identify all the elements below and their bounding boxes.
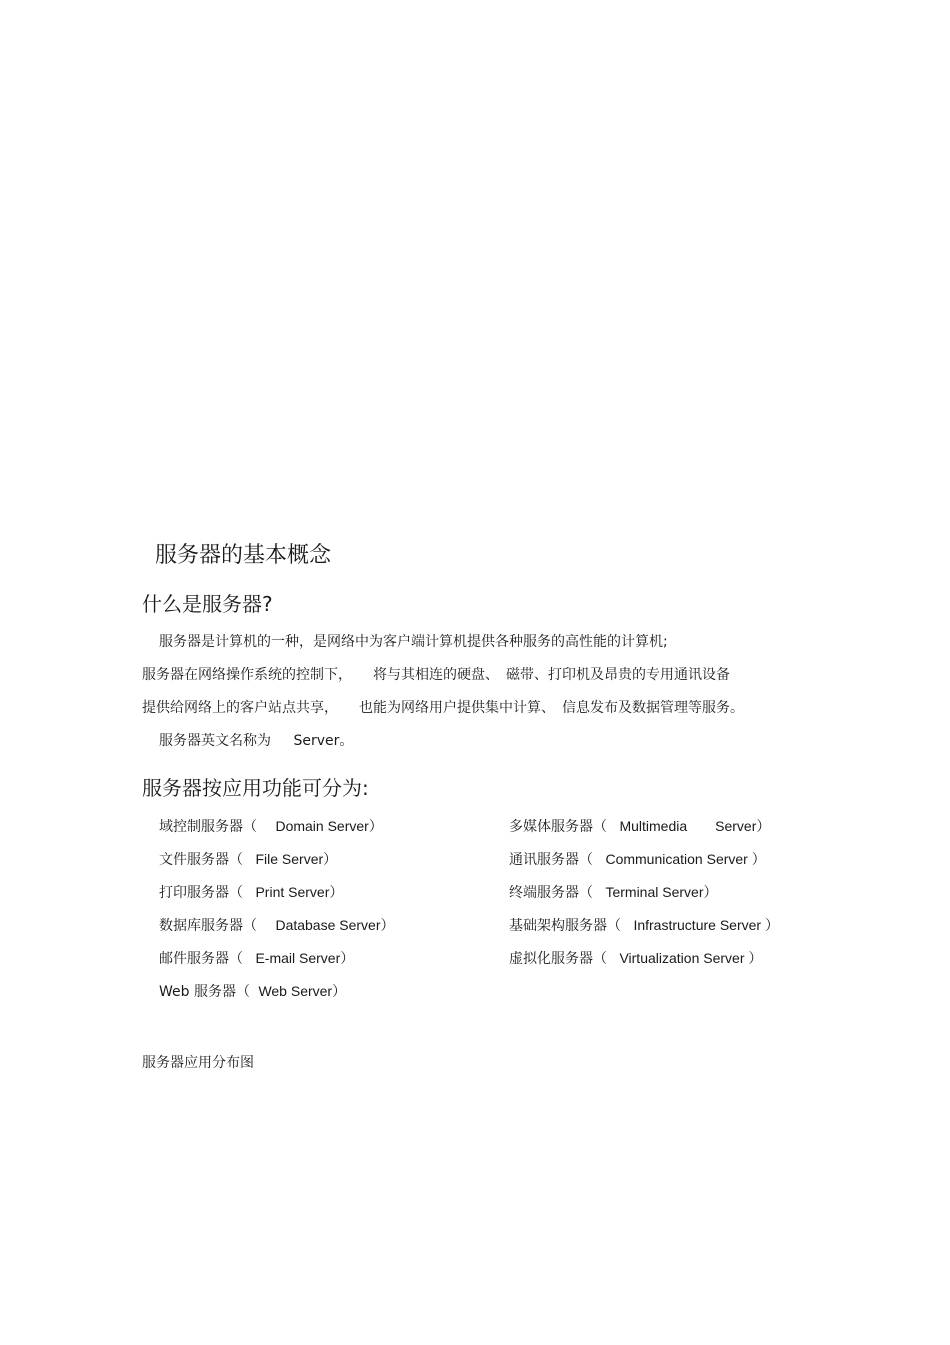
- server-type-item: [159, 816, 383, 836]
- server-type-cn: 邮件服务器（: [159, 951, 243, 967]
- server-type-cn: 打印服务器（: [159, 885, 243, 901]
- server-type-cn: 域控制服务器（: [159, 819, 257, 835]
- server-type-item: [509, 849, 766, 869]
- paragraph-line-4: [159, 730, 353, 750]
- server-type-cn: 终端服务器（: [509, 885, 593, 901]
- server-type-cn: 文件服务器（: [159, 852, 243, 868]
- server-type-en: Database Server）: [275, 917, 395, 933]
- english-name-value: Server。: [293, 733, 354, 749]
- figure-caption: 服务器应用分布图: [142, 1055, 254, 1071]
- paragraph-line-2: 服务器在网络操作系统的控制下， 将与其相连的硬盘、 磁带、打印机及昂贵的专用通讯设备: [142, 667, 730, 683]
- server-type-en: Terminal Server）: [605, 884, 718, 900]
- server-type-cn: 虚拟化服务器（: [509, 951, 607, 967]
- server-type-cn: Web 服务器（: [159, 984, 250, 1000]
- server-type-cn: 数据库服务器（: [159, 918, 257, 934]
- server-type-item: [509, 816, 770, 836]
- server-type-item: [159, 849, 337, 869]
- server-type-cn: 通讯服务器（: [509, 852, 593, 868]
- section-heading-what-is-server: 什么是服务器?: [142, 592, 273, 616]
- server-type-en: Print Server）: [255, 884, 344, 900]
- server-type-en: File Server）: [255, 851, 338, 867]
- paragraph-line-1: 服务器是计算机的一种，是网络中为客户端计算机提供各种服务的高性能的计算机;: [159, 634, 668, 650]
- paragraph-line-3: 提供给网络上的客户站点共享， 也能为网络用户提供集中计算、 信息发布及数据管理等服务。: [142, 700, 744, 716]
- server-type-en: Web Server）: [258, 983, 347, 999]
- document-title: 服务器的基本概念: [155, 543, 332, 568]
- server-type-en: Domain Server）: [275, 818, 383, 834]
- server-type-item: [509, 948, 762, 968]
- server-type-en: Multimedia Server）: [619, 818, 771, 834]
- server-type-item: [159, 882, 343, 902]
- server-type-en: Communication Server ）: [605, 851, 766, 867]
- server-type-en: Infrastructure Server ）: [633, 917, 779, 933]
- server-type-item: [159, 915, 395, 935]
- english-name-label: 服务器英文名称为: [159, 733, 271, 749]
- server-type-item: [159, 948, 354, 968]
- server-type-cn: 多媒体服务器（: [509, 819, 607, 835]
- server-type-en: Virtualization Server ）: [619, 950, 763, 966]
- section-heading-classification: 服务器按应用功能可分为:: [142, 776, 369, 800]
- server-type-item: [159, 981, 346, 1001]
- server-type-item: [509, 882, 717, 902]
- server-type-item: [509, 915, 779, 935]
- server-type-cn: 基础架构服务器（: [509, 918, 621, 934]
- server-type-en: E-mail Server）: [255, 950, 355, 966]
